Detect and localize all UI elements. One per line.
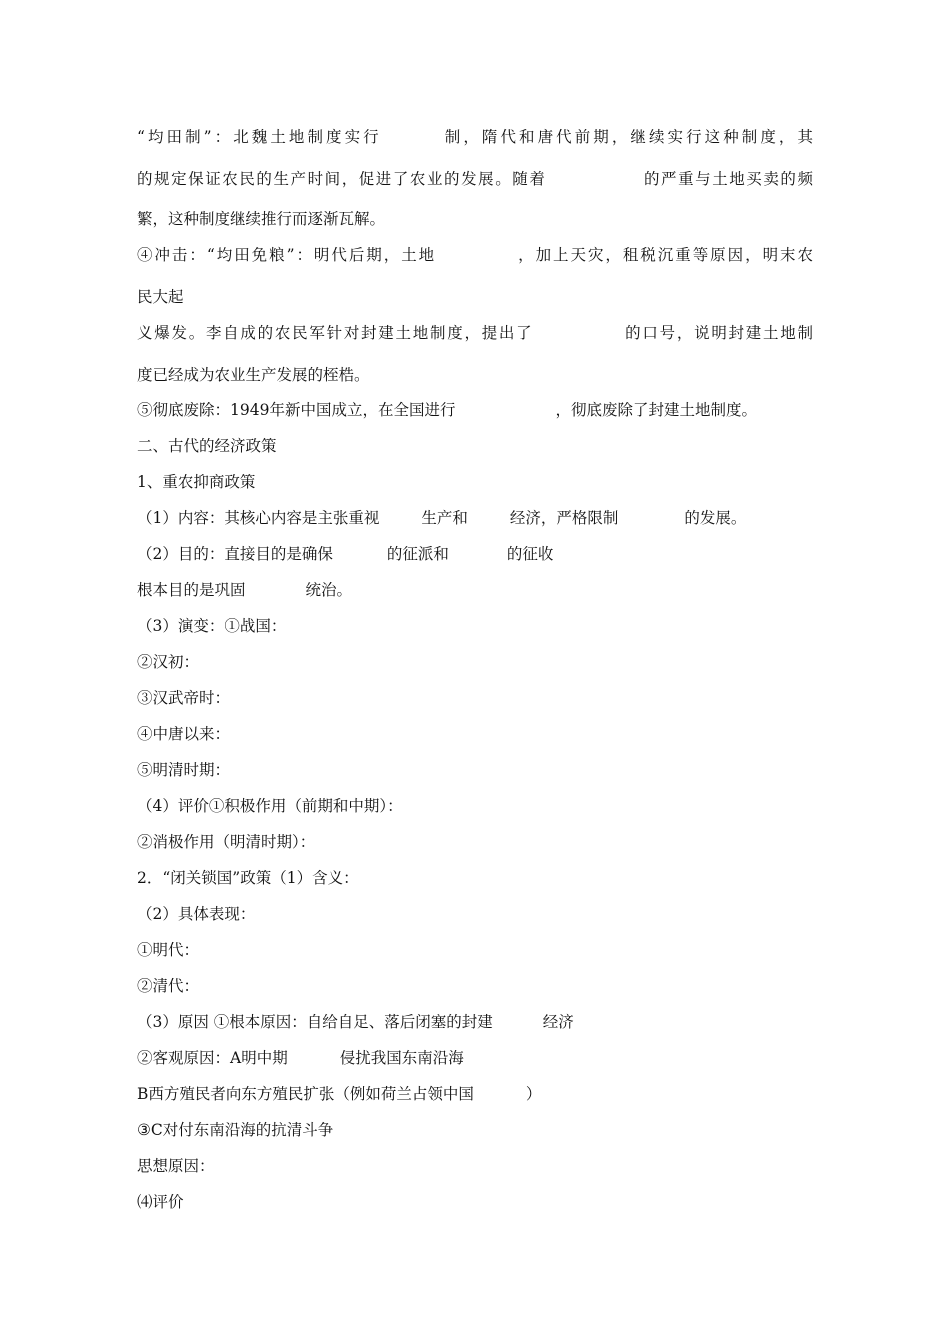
subheading-agriculture-policy: 1、重农抑商政策 xyxy=(137,473,256,491)
text-line-impact-3: 义爆发。李自成的农民军针对封建土地制度，提出了 的口号，说明封建土地制 xyxy=(137,324,813,342)
text-line-abolish: ⑤彻底废除：1949年新中国成立，在全国进行 ，彻底废除了封建土地制度。 xyxy=(137,401,757,419)
text-line-reason-root: （3）原因 ①根本原因：自给自足、落后闭塞的封建 经济 xyxy=(137,1013,574,1031)
text-line-impact-1: ④冲击：“均田免粮”：明代后期，土地 ，加上天灾，租税沉重等原因，明末农 xyxy=(137,246,813,264)
text-line-evaluation: ⑷评价 xyxy=(137,1193,184,1211)
text-line-juntian-1: “均田制”：北魏土地制度实行 制，隋代和唐代前期，继续实行这种制度，其 xyxy=(137,128,813,146)
text-line-evolution: （3）演变：①战国： xyxy=(137,617,287,635)
section-heading-economic-policy: 二、古代的经济政策 xyxy=(137,437,277,455)
text-line-han-wudi: ③汉武帝时： xyxy=(137,689,231,707)
text-line-purpose-2: 根本目的是巩固 统治。 xyxy=(137,581,353,599)
text-line-ming-qing: ⑤明清时期： xyxy=(137,761,231,779)
text-line-reason-ideological: 思想原因： xyxy=(137,1157,215,1175)
text-line-juntian-3: 繁，这种制度继续推行而逐渐瓦解。 xyxy=(137,210,386,228)
text-line-ming-dynasty: ①明代： xyxy=(137,941,200,959)
text-line-juntian-2: 的规定保证农民的生产时间，促进了农业的发展。随着 的严重与土地买卖的频 xyxy=(137,170,813,188)
text-line-purpose-1: （2）目的：直接目的是确保 的征派和 的征收 xyxy=(137,545,554,563)
text-line-evaluation-negative: ②消极作用（明清时期）： xyxy=(137,833,316,851)
text-line-early-han: ②汉初： xyxy=(137,653,200,671)
text-line-qing-dynasty: ②清代： xyxy=(137,977,200,995)
text-line-reason-objective: ②客观原因：A明中期 侵扰我国东南沿海 xyxy=(137,1049,464,1067)
text-line-impact-2: 民大起 xyxy=(137,288,184,306)
text-line-impact-4: 度已经成为农业生产发展的桎梏。 xyxy=(137,366,370,384)
text-line-manifestation: （2）具体表现： xyxy=(137,905,256,923)
text-line-reason-resistance: ③C对付东南沿海的抗清斗争 xyxy=(137,1121,334,1139)
text-line-content: （1）内容：其核心内容是主张重视 生产和 经济，严格限制 的发展。 xyxy=(137,509,747,527)
subheading-closed-door-policy: 2．“闭关锁国”政策（1）含义： xyxy=(137,869,359,887)
text-line-reason-colonial: B西方殖民者向东方殖民扩张（例如荷兰占领中国 ） xyxy=(137,1085,542,1103)
text-line-mid-tang: ④中唐以来： xyxy=(137,725,231,743)
text-line-evaluation-positive: （4）评价①积极作用（前期和中期）： xyxy=(137,797,403,815)
